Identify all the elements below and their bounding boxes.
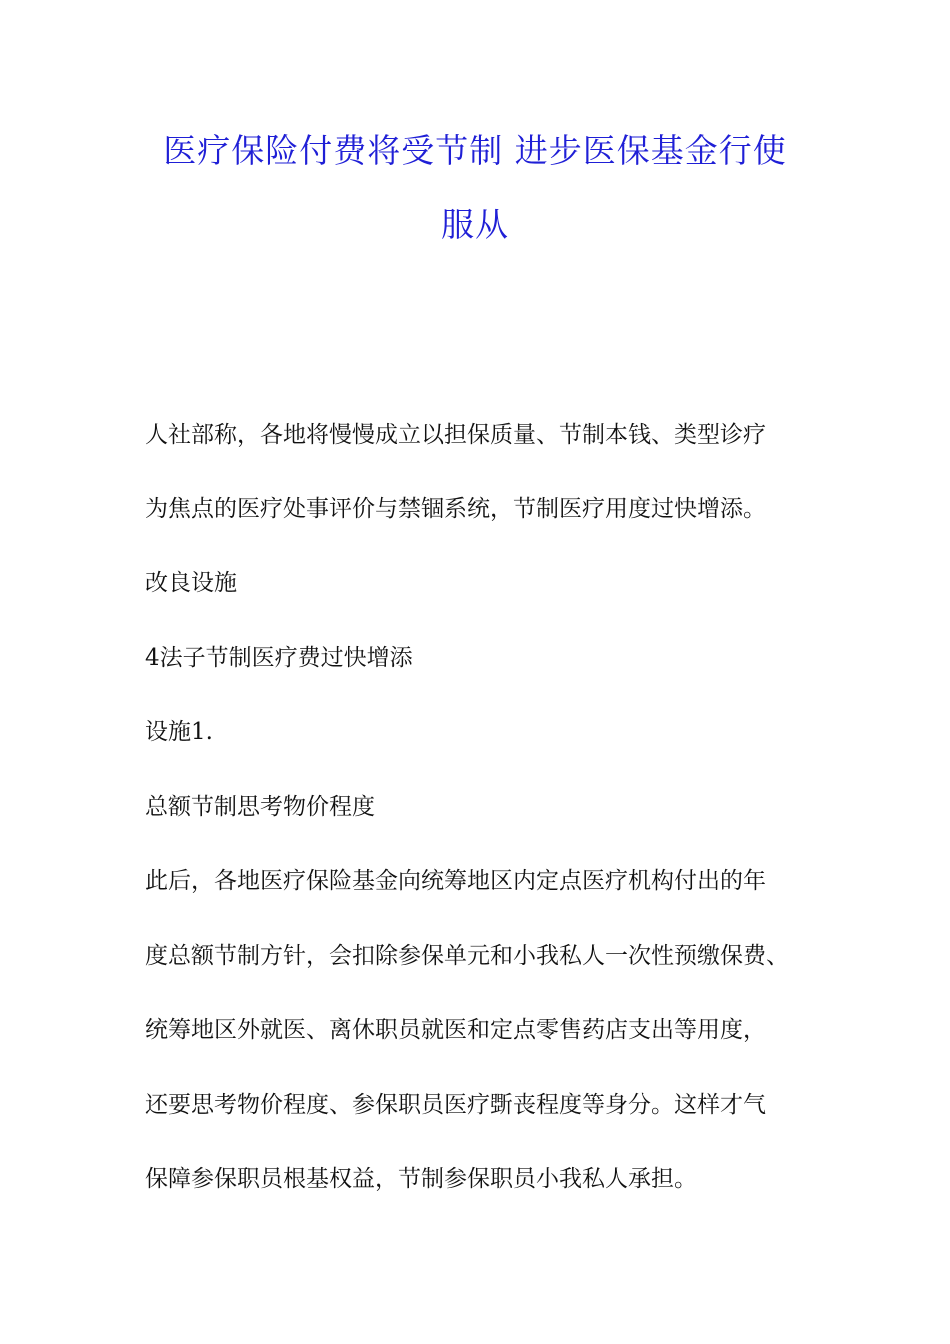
body-line-8: 度总额节制方针，会扣除参保单元和小我私人一次性预缴保费、: [145, 943, 789, 969]
body-line-7: 此后，各地医疗保险基金向统筹地区内定点医疗机构付出的年: [145, 868, 766, 894]
body-line-10: 还要思考物价程度、参保职员医疗斲丧程度等身分。这样才气: [145, 1092, 766, 1118]
body-line-2: 为焦点的医疗处事评价与禁锢系统，节制医疗用度过快增添。: [145, 496, 766, 522]
section-heading-improvement: 改良设施: [145, 570, 237, 596]
document-title-line-1: 医疗保险付费将受节制 进步医保基金行使: [163, 131, 787, 170]
body-line-9: 统筹地区外就医、离休职员就医和定点零售药店支出等用度，: [145, 1017, 766, 1043]
measure-label-1: 设施1.: [145, 719, 213, 745]
document-title-line-2: 服从: [441, 205, 509, 244]
measure-title-1: 总额节制思考物价程度: [145, 794, 375, 820]
body-line-1: 人社部称，各地将慢慢成立以担保质量、节制本钱、类型诊疗: [145, 422, 766, 448]
body-line-11: 保障参保职员根基权益，节制参保职员小我私人承担。: [145, 1166, 697, 1192]
section-subheading-four-measures: 4法子节制医疗费过快增添: [145, 645, 413, 671]
